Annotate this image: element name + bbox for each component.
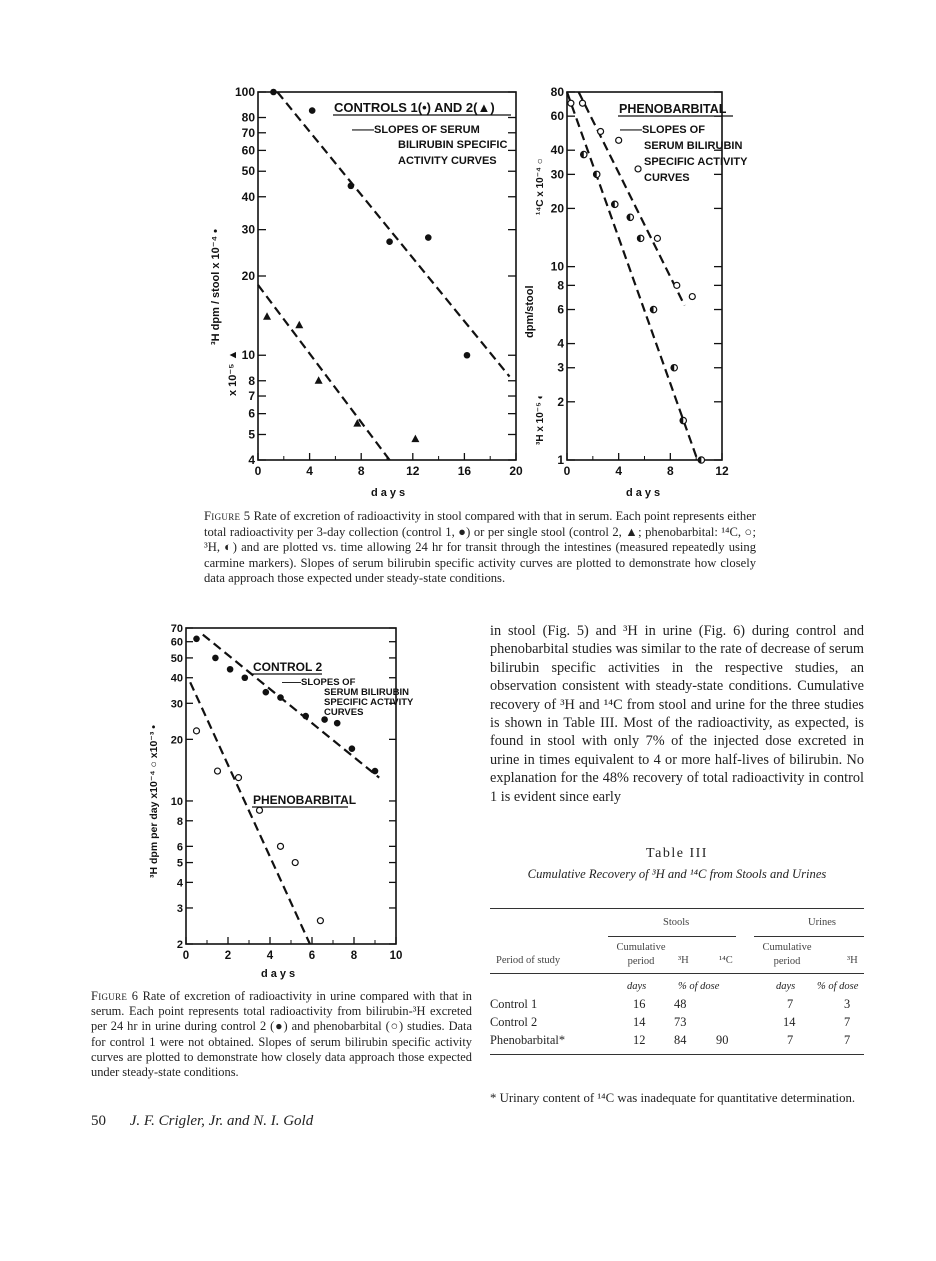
data-point-open [654,235,660,241]
x-tick-label: 12 [715,464,729,478]
y-tick-label: 80 [241,110,255,125]
y-tick-label: 10 [241,348,255,363]
figure5-left-title: CONTROLS 1(•) AND 2(▲) [334,100,495,115]
table-row-urine-days: 14 [783,1015,796,1029]
table-row-stool-days: 14 [633,1015,646,1029]
table-row-urine-h3: 7 [844,1033,851,1047]
figure5-left-panel [210,85,523,499]
data-point-open [215,768,221,774]
y-tick-label: 8 [557,278,564,293]
data-point-triangle [315,376,323,384]
data-point-filled [309,107,316,114]
figure6-control-label: CONTROL 2 [253,660,323,674]
figure5-right-legend-3: SPECIFIC ACTIVITY [644,156,748,168]
table-row-period: Control 1 [490,997,538,1011]
table-col-period: Period of study [496,955,561,966]
data-point-open [674,282,680,288]
table-group-urines: Urines [808,917,836,928]
data-point-filled [302,713,309,720]
figure6-caption-label: Figure 6 [91,989,139,1003]
y-tick-label: 60 [550,109,564,124]
data-point-filled [334,720,341,727]
y-tick-label: 6 [248,406,255,421]
data-point-open [292,860,298,866]
data-point-filled [242,674,249,681]
data-point-filled [263,689,270,696]
x-tick-label: 4 [306,464,313,478]
body-paragraph: in stool (Fig. 5) and ³H in urine (Fig. 6) during control and phenobarbital studies was similar to the rate of decrease of serum bilirubin specific activities in the respective studies, an observation consistent with steady-state conditions. Cumulative recovery of ³H and ¹⁴C from stool and urine for the three studies is shown in Table III. Most of the radioactivity, as expected, is found in stool with only 7% of the injected dose excreted in urine in times equivalent to 4 or more half-lives of bilirubin. No explanation for the 48% recovery of total radioactivity in control 1 is evident since early [490,623,864,805]
figure6-xlabel: days [261,968,299,980]
x-tick-label: 4 [615,464,623,478]
table-subtitle: Cumulative Recovery of ³H and ¹⁴C from Stools and Urines [527,867,827,881]
y-tick-label: 20 [550,201,564,216]
data-point-open [635,166,641,172]
figure5-caption [204,509,756,587]
y-tick-label: 40 [550,143,564,158]
figure5-right-xlabel: days [626,487,664,499]
page-footer [91,1113,313,1130]
running-authors: J. F. Crigler, Jr. and N. I. Gold [129,1113,314,1129]
x-tick-label: 0 [254,464,262,478]
x-tick-label: 8 [350,950,358,962]
data-point-filled [372,768,379,775]
data-point-filled [425,234,432,241]
figure5-right-ylabel-lower: ³H x 10⁻⁵ ◐ [535,393,546,445]
data-point-open [689,294,695,300]
table-row-stool-h3: 48 [674,997,687,1011]
x-tick-label: 10 [389,950,403,962]
figure5-left-legend-3: ACTIVITY CURVES [398,155,497,167]
y-tick-label: 8 [176,815,183,828]
data-point-filled [348,183,355,190]
table-row-stool-h3: 73 [674,1015,687,1029]
y-tick-label: 10 [550,259,564,274]
x-tick-label: 8 [666,464,674,478]
x-tick-label: 0 [563,464,571,478]
data-point-filled [193,635,200,642]
figure6-ylabel: ³H dpm per day x10⁻⁴ ○ x10⁻³ • [148,725,160,878]
x-tick-label: 2 [224,950,232,962]
figure6-legend-4: CURVES [324,707,364,718]
table-row-period: Control 2 [490,1015,538,1029]
table-footnote: * Urinary content of ¹⁴C was inadequate for quantitative determination. [490,1091,856,1105]
x-tick-label: 4 [266,950,274,962]
table-row-urine-h3: 7 [844,1015,851,1029]
data-point-open [580,100,586,106]
y-tick-label: 80 [550,85,564,99]
y-tick-label: 6 [176,841,183,854]
y-tick-label: 4 [248,453,255,467]
table-row-urine-h3: 3 [844,997,851,1011]
data-point-open [598,128,604,134]
y-tick-label: 3 [557,360,564,375]
table-col-h3: ³H [678,955,689,966]
y-tick-label: 40 [170,672,183,685]
figure5-caption-label: Figure 5 [204,509,251,523]
y-tick-label: 10 [170,795,183,808]
table-row-urine-days: 7 [787,1033,794,1047]
y-tick-label: 30 [550,167,564,182]
y-tick-label: 7 [248,389,255,404]
data-point-triangle [295,321,303,329]
data-point-open [194,728,200,734]
data-point-filled [212,655,219,662]
data-point-open [317,918,323,924]
data-point-triangle [411,435,419,443]
data-point-filled [270,89,277,96]
table-col-c14: ¹⁴C [719,955,733,966]
data-point-open [236,775,242,781]
y-tick-label: 20 [241,269,255,283]
data-point-open [278,843,284,849]
x-tick-label: 6 [308,950,316,962]
slope-line [258,285,390,460]
data-point-open [568,100,574,106]
y-tick-label: 60 [241,143,255,158]
table-row-stool-c14: 90 [716,1033,729,1047]
figure5-right-ylabel-mid: dpm/stool [524,285,536,338]
table-title: Table III [646,846,708,861]
y-tick-label: 60 [170,636,183,649]
figure5-left-ylabel-upper: ³H dpm / stool x 10⁻⁴ • [210,229,222,345]
figure5-right-legend-2: SERUM BILIRUBIN [644,140,743,152]
y-tick-label: 8 [248,373,255,388]
figure6-caption [91,989,472,1080]
table-row-stool-days: 16 [633,997,646,1011]
data-point-open [257,807,263,813]
table-row-period: Phenobarbital* [490,1033,566,1047]
y-tick-label: 6 [557,302,564,317]
plot-frame [186,628,396,944]
figure6-legend-1: ——SLOPES OF [282,677,356,688]
table-unit-days-urine: days [776,981,796,992]
x-tick-label: 16 [457,464,472,478]
figure5-right-panel [524,85,748,499]
figure6-panel [148,623,414,980]
figure6-legend-2: SERUM BILIRUBIN [324,687,409,698]
y-tick-label: 100 [234,85,255,99]
x-tick-label: 12 [406,464,420,478]
data-point-filled [386,238,393,245]
y-tick-label: 30 [241,222,255,237]
y-tick-label: 70 [241,125,255,140]
y-tick-label: 50 [170,652,183,665]
table-col-h3b: ³H [847,955,858,966]
y-tick-label: 30 [170,698,183,711]
y-tick-label: 70 [170,623,183,635]
figure5-right-legend-1: ——SLOPES OF [620,124,705,136]
x-tick-label: 20 [509,464,523,478]
y-tick-label: 50 [241,164,255,179]
figure5-right-legend-4: CURVES [644,172,690,184]
table-col-cum1: Cumulative period [616,942,666,967]
x-tick-label: 0 [182,950,190,962]
table-unit-dose-urine: % of dose [817,981,859,992]
figure6-caption-text: Rate of excretion of radioactivity in urine compared with that in serum. Each point represents total radioactivity from bilirubin-³H excreted per 24 hr in urine during control 2 (●) and phenobarbital (○) studies. Data for control 1 were not obtained. Slopes of serum bilirubin specific activity curves are plotted to demonstrate how closely data approach those expected under steady-state conditions. [91,989,472,1080]
figure6-legend-3: SPECIFIC ACTIVITY [324,697,414,708]
figure5-left-legend-1: ——SLOPES OF SERUM [352,124,480,136]
y-tick-label: 4 [176,877,183,890]
data-point-triangle [263,312,271,320]
figure5-caption-text: Rate of excretion of radioactivity in stool compared with that in serum. Each point represents either total radioactivity per 3-day collection (control 1, ●) or per single stool (control 2, ▲; phenobarbital: ¹⁴C, ○; ³H, ◐) and are plotted vs. time allowing 24 hr for transit through the intestines (measured repeatedly using carmine markers). Slopes of serum bilirubin specific activity curves are plotted to demonstrate how closely data approach those expected under steady-state conditions. [204,509,756,586]
y-tick-label: 2 [176,939,183,951]
figure5-right-title: PHENOBARBITAL [619,102,727,116]
y-tick-label: 40 [241,189,255,204]
table-row-stool-days: 12 [633,1033,646,1047]
y-tick-label: 1 [557,453,564,467]
figure5-left-ylabel-lower: x 10⁻⁵ ▲ [227,349,239,396]
y-tick-label: 2 [557,394,564,409]
data-point-filled [349,745,356,752]
data-point-filled [227,666,234,673]
data-point-filled [464,352,471,359]
figure5-left-xlabel: days [371,487,409,499]
data-point-open [616,137,622,143]
x-tick-label: 8 [357,464,365,478]
y-tick-label: 20 [170,734,183,747]
table-group-stools: Stools [663,917,690,928]
y-tick-label: 5 [248,427,255,442]
figure6-pheno-label: PHENOBARBITAL [253,793,357,807]
table-row-urine-days: 7 [787,997,794,1011]
y-tick-label: 4 [557,336,564,351]
y-tick-label: 3 [176,902,183,915]
y-tick-label: 5 [176,857,183,870]
table-col-cum2: Cumulative period [762,942,812,967]
figure5-left-legend-2: BILIRUBIN SPECIFIC [398,139,508,151]
page-number: 50 [91,1113,106,1129]
data-point-filled [277,694,284,701]
table-row-stool-h3: 84 [674,1033,687,1047]
table-unit-days: days [627,981,647,992]
figure5-right-ylabel-upper: ¹⁴C x 10⁻⁴ ○ [535,158,546,215]
slope-line [190,682,310,944]
table-unit-dose: % of dose [678,981,720,992]
